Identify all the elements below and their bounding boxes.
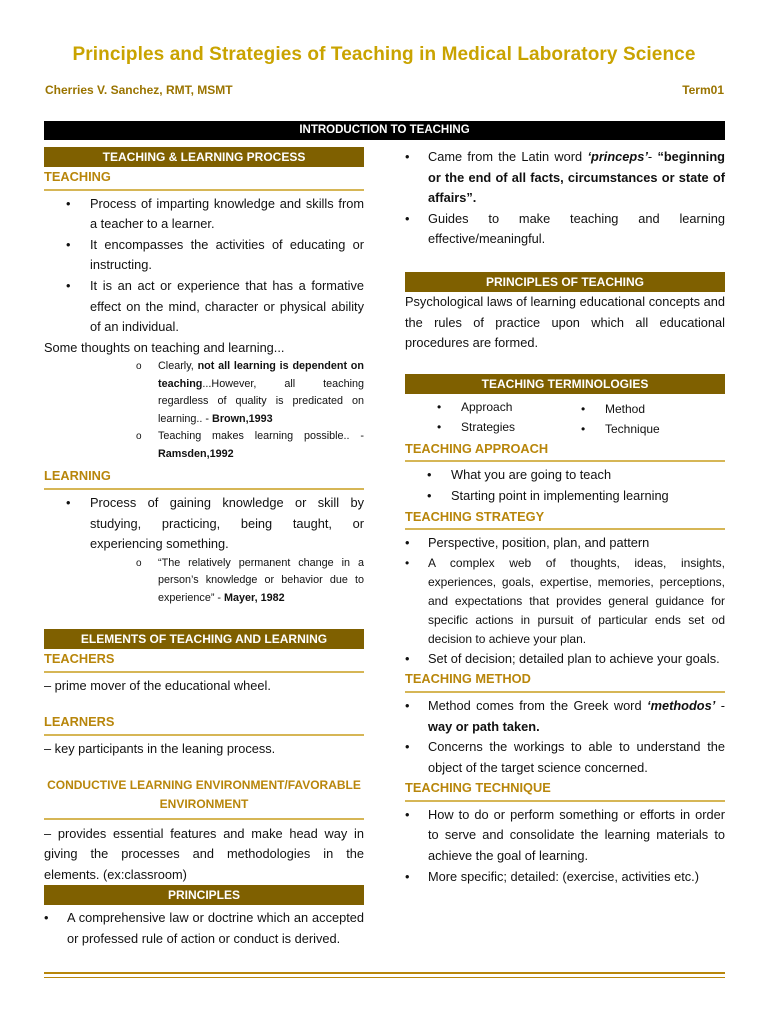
list-item: • Guides to make teaching and learning effective/meaningful. <box>405 209 725 250</box>
footer-divider <box>44 977 725 978</box>
subheading-approach: TEACHING APPROACH <box>405 439 725 463</box>
section-band-terminologies: TEACHING TERMINOLOGIES <box>405 374 725 394</box>
subheading-strategy: TEACHING STRATEGY <box>405 507 725 531</box>
terminology-list-1 <box>437 397 581 439</box>
principles-text: Psychological laws of learning educational concepts and the rules of practice upon which all educational procedures are formed. <box>405 293 725 351</box>
terminology-list-2 <box>581 397 725 439</box>
footer-divider <box>44 972 725 974</box>
list-item: • Strategies <box>437 417 581 437</box>
quote-item: o “The relatively permanent change in a person’s knowledge or behavior due to experience” - Mayer, 1982 <box>136 555 364 608</box>
thoughts-intro: Some thoughts on teaching and learning... <box>44 339 285 355</box>
principles-origin-list <box>405 147 725 250</box>
list-item: • Came from the Latin word ‘princeps’- “beginning or the end of all facts, circumstances or state of affairs”. <box>405 147 725 209</box>
learners-text: – key participants in the leaning process. <box>44 741 276 756</box>
subheading-learning: LEARNING <box>44 466 364 490</box>
subheading-teachers: TEACHERS <box>44 649 364 673</box>
terminology-lists <box>405 397 725 439</box>
list-item: • More specific; detailed: (exercise, activities etc.) <box>405 867 725 888</box>
learning-list <box>44 493 364 555</box>
learning-quote-list <box>44 555 364 608</box>
quote-item: o Clearly, not all learning is dependent on teaching...However, all teaching regardless of quality is predicated on learning.. - Brown,1993 <box>136 358 364 428</box>
list-item: • Technique <box>581 419 725 439</box>
subheading-environment: CONDUCTIVE LEARNING ENVIRONMENT/FAVORABLE ENVIRONMENT <box>47 777 361 811</box>
intro-section-bar: INTRODUCTION TO TEACHING <box>44 121 725 140</box>
page-title: Principles and Strategies of Teaching in Medical Laboratory Science <box>72 44 696 65</box>
divider <box>44 818 364 820</box>
list-item: • Set of decision; detailed plan to achieve your goals. <box>405 649 725 670</box>
left-column <box>44 147 364 950</box>
subheading-method: TEACHING METHOD <box>405 669 725 693</box>
term-label: Term01 <box>682 83 724 97</box>
subheading-learners: LEARNERS <box>44 712 364 736</box>
list-item: • Starting point in implementing learning <box>405 486 725 507</box>
subheading-teaching: TEACHING <box>44 167 364 191</box>
list-item: • What you are going to teach <box>405 465 725 486</box>
list-item: • Method comes from the Greek word ‘methodos’ - way or path taken. <box>405 696 725 737</box>
quote-item: o Teaching makes learning possible.. - Ramsden,1992 <box>136 428 364 463</box>
list-item: • Concerns the workings to able to understand the object of the target science concerned. <box>405 737 725 778</box>
list-item: • Approach <box>437 397 581 417</box>
section-band-principles: PRINCIPLES <box>44 885 364 905</box>
environment-text: – provides essential features and make head way in giving the processes and methodologies in the elements. (ex:classroom) <box>44 825 364 882</box>
teaching-list <box>44 194 364 338</box>
author-name: Cherries V. Sanchez, RMT, MSMT <box>45 83 233 97</box>
approach-list <box>405 465 725 506</box>
method-list <box>405 696 725 778</box>
list-item: • A complex web of thoughts, ideas, insights, experiences, goals, expertise, memories, perceptions, and expectations that provides general guidance for specific actions in pursuit of particular ends set od decision to achieve your plan. <box>405 554 725 649</box>
list-item: • It encompasses the activities of educating or instructing. <box>44 235 364 276</box>
section-band-principles-of-teaching: PRINCIPLES OF TEACHING <box>405 272 725 292</box>
list-item: • Method <box>581 399 725 419</box>
list-item: • It is an act or experience that has a formative effect on the mind, character or physical ability of an individual. <box>44 276 364 338</box>
list-item: • How to do or perform something or efforts in order to serve and consolidate the learning materials to achieve the goal of learning. <box>405 805 725 867</box>
list-item: • Process of gaining knowledge or skill by studying, practicing, being taught, or experiencing something. <box>44 493 364 555</box>
quotes-list <box>44 358 364 463</box>
technique-list <box>405 805 725 887</box>
list-item: • Process of imparting knowledge and skills from a teacher to a learner. <box>44 194 364 235</box>
section-band-teaching-learning: TEACHING & LEARNING PROCESS <box>44 147 364 167</box>
strategy-list <box>405 533 725 669</box>
list-item: • Perspective, position, plan, and pattern <box>405 533 725 554</box>
subheading-technique: TEACHING TECHNIQUE <box>405 778 725 802</box>
right-column <box>405 147 725 887</box>
list-item: • A comprehensive law or doctrine which an accepted or professed rule of action or conduct is derived. <box>44 908 364 949</box>
section-band-elements: ELEMENTS OF TEACHING AND LEARNING <box>44 629 364 649</box>
principles-list <box>44 908 364 949</box>
teachers-text: – prime mover of the educational wheel. <box>44 677 271 693</box>
